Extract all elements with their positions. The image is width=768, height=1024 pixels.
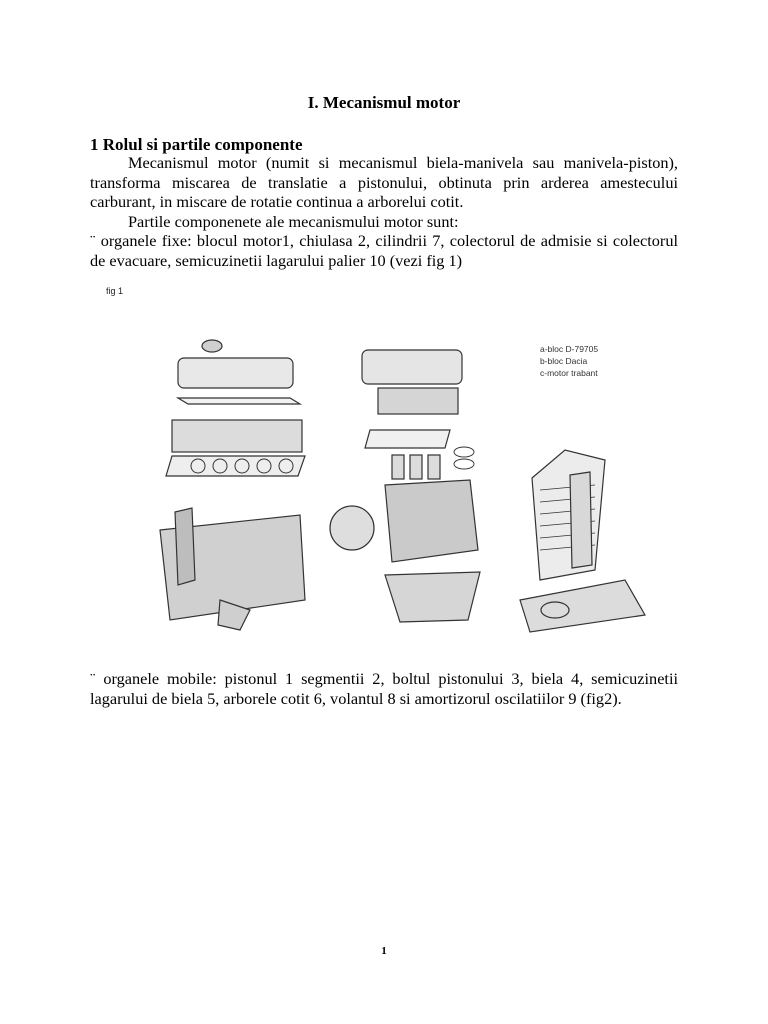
engine-a-drawing	[160, 340, 305, 630]
bullet-fixed-organs: ¨ organele fixe: blocul motor1, chiulasa 2, cilindrii 7, colectorul de admisie si colectorul de evacuare, semicuzinetii lagarului palier 10 (vezi fig 1)	[90, 231, 678, 270]
engine-drawing	[100, 280, 666, 642]
page-title: I. Mecanismul motor	[307, 93, 461, 112]
paragraph-2: Partile componenete ale mecanismului motor sunt:	[128, 211, 459, 231]
body-text-after-figure	[90, 653, 678, 725]
engine-b-drawing	[330, 350, 480, 622]
body-text	[90, 153, 678, 270]
paragraph-1: Mecanismul motor (numit si mecanismul biela-manivela sau manivela-piston), transforma miscarea de translatie a pistonului, obtinuta prin arderea amestecului carburant, in miscare de rotatie continua a arborelui cotit.	[90, 153, 678, 211]
engine-c-drawing	[520, 450, 645, 632]
page-number: 1	[381, 945, 387, 957]
legend-a: a-bloc D-79705	[540, 344, 599, 354]
bullet-mobile-organs: ¨ organele mobile: pistonul 1 segmentii 2, boltul pistonului 3, biela 4, semicuzinetii lagarului de biela 5, arborele cotit 6, volantul 8 si amortizorul oscilatiilor 9 (fig2).	[90, 669, 678, 708]
figure-label: fig 1	[106, 286, 124, 296]
section-heading: 1 Rolul si partile componente	[90, 135, 303, 154]
engine-exploded-figure	[100, 280, 666, 642]
legend-c: c-motor trabant	[540, 368, 598, 378]
legend-b: b-bloc Dacia	[540, 356, 588, 366]
